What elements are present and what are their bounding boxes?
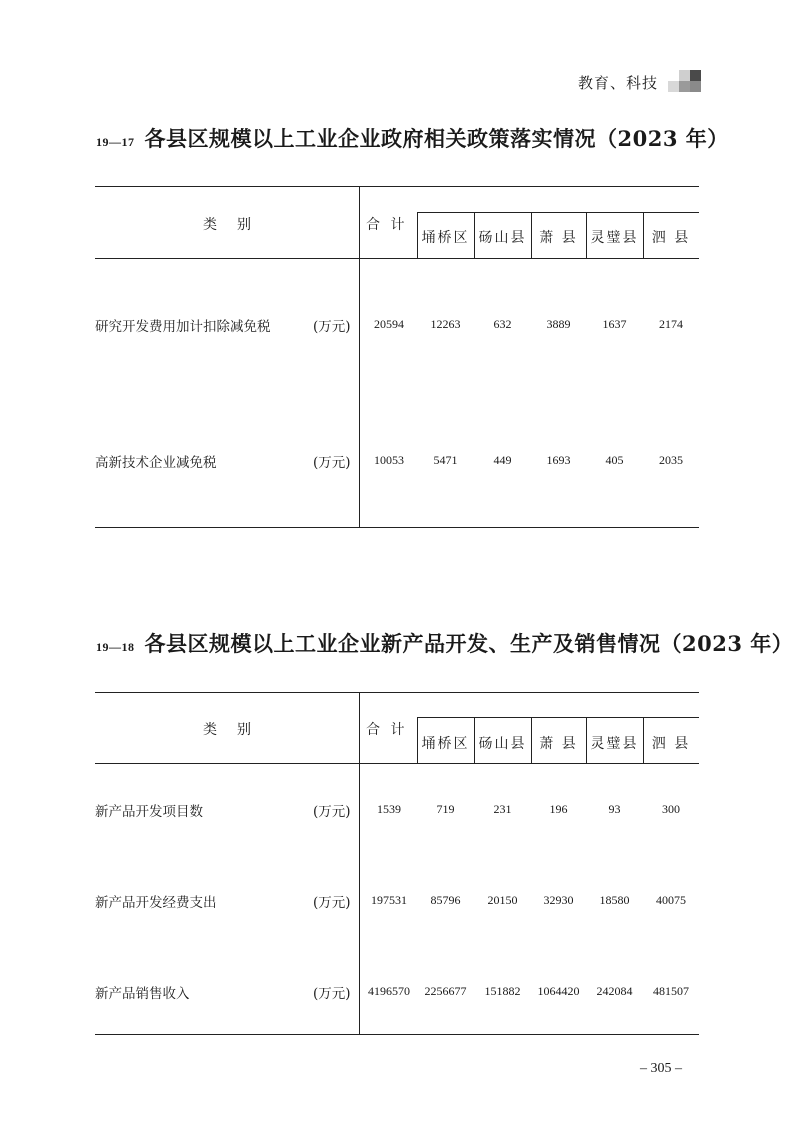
cell-value: 18580 [599, 893, 630, 907]
page-number: – 305 – [640, 1061, 682, 1076]
cell-value: 32930 [543, 893, 574, 907]
cell-value: 3889 [546, 317, 571, 331]
total-header: 合 计 [366, 217, 408, 233]
total-value: 10053 [374, 453, 404, 467]
table-number: 19—18 [96, 640, 135, 654]
total-value: 20594 [374, 317, 404, 331]
total-value: 1539 [377, 802, 401, 816]
row-unit: (万元) [313, 986, 351, 1002]
row-label: 新产品开发经费支出 [95, 895, 217, 911]
table-bottom-rule [95, 527, 699, 528]
cell-value: 242084 [596, 984, 633, 998]
table-top-rule [95, 692, 699, 693]
total-header: 合 计 [366, 722, 408, 738]
cell-value: 632 [493, 317, 512, 331]
category-header: 类 别 [203, 217, 254, 233]
cell-value: 151882 [484, 984, 521, 998]
cell-value: 40075 [656, 893, 686, 907]
table-title-text: 各县区规模以上工业企业新产品开发、生产及销售情况（2023 年） [144, 631, 794, 656]
table-bottom-rule [95, 1034, 699, 1035]
header-sub-rule [417, 717, 699, 718]
cell-value: 20150 [487, 893, 518, 907]
row-label: 研究开发费用加计扣除减免税 [95, 319, 271, 335]
row-label: 高新技术企业减免税 [95, 455, 217, 471]
column-header: 萧 县 [539, 230, 578, 246]
cell-value: 93 [608, 802, 621, 816]
column-header: 砀山县 [478, 230, 527, 246]
row-unit: (万元) [313, 895, 351, 911]
stub-divider [359, 692, 360, 1034]
corner-decoration-icon [668, 70, 702, 92]
column-header: 萧 县 [539, 736, 578, 752]
table-title-text: 各县区规模以上工业企业政府相关政策落实情况（2023 年） [144, 126, 729, 151]
cell-value: 12263 [430, 317, 461, 331]
cell-value: 719 [436, 802, 455, 816]
row-unit: (万元) [313, 455, 351, 471]
section-header: 教育、科技 [578, 74, 659, 92]
category-header: 类 别 [203, 722, 254, 738]
cell-value: 196 [549, 802, 568, 816]
row-unit: (万元) [313, 319, 351, 335]
row-unit: (万元) [313, 804, 351, 820]
cell-value: 231 [493, 802, 512, 816]
column-header: 灵璧县 [590, 736, 639, 752]
column-header: 埇桥区 [421, 736, 470, 752]
table-title [96, 628, 793, 658]
column-header: 砀山县 [478, 736, 527, 752]
column-header: 灵璧县 [590, 230, 639, 246]
header-bottom-rule [95, 258, 699, 259]
row-label: 新产品开发项目数 [95, 804, 203, 820]
cell-value: 1637 [602, 317, 627, 331]
total-value: 197531 [371, 893, 407, 907]
cell-value: 2035 [659, 453, 683, 467]
table-number: 19—17 [96, 135, 135, 149]
cell-value: 2256677 [424, 984, 467, 998]
cell-value: 300 [662, 802, 680, 816]
column-header: 泗 县 [651, 736, 691, 752]
cell-value: 405 [605, 453, 624, 467]
cell-value: 1064420 [537, 984, 580, 998]
total-value: 4196570 [368, 984, 410, 998]
cell-value: 85796 [430, 893, 461, 907]
stub-divider [359, 186, 360, 527]
header-sub-rule [417, 212, 699, 213]
cell-value: 2174 [659, 317, 683, 331]
cell-value: 481507 [653, 984, 689, 998]
table-top-rule [95, 186, 699, 187]
cell-value: 5471 [433, 453, 458, 467]
row-label: 新产品销售收入 [95, 986, 190, 1002]
table-title [96, 123, 729, 153]
cell-value: 1693 [546, 453, 571, 467]
header-bottom-rule [95, 763, 699, 764]
column-header: 泗 县 [651, 230, 691, 246]
cell-value: 449 [493, 453, 512, 467]
column-header: 埇桥区 [421, 230, 470, 246]
